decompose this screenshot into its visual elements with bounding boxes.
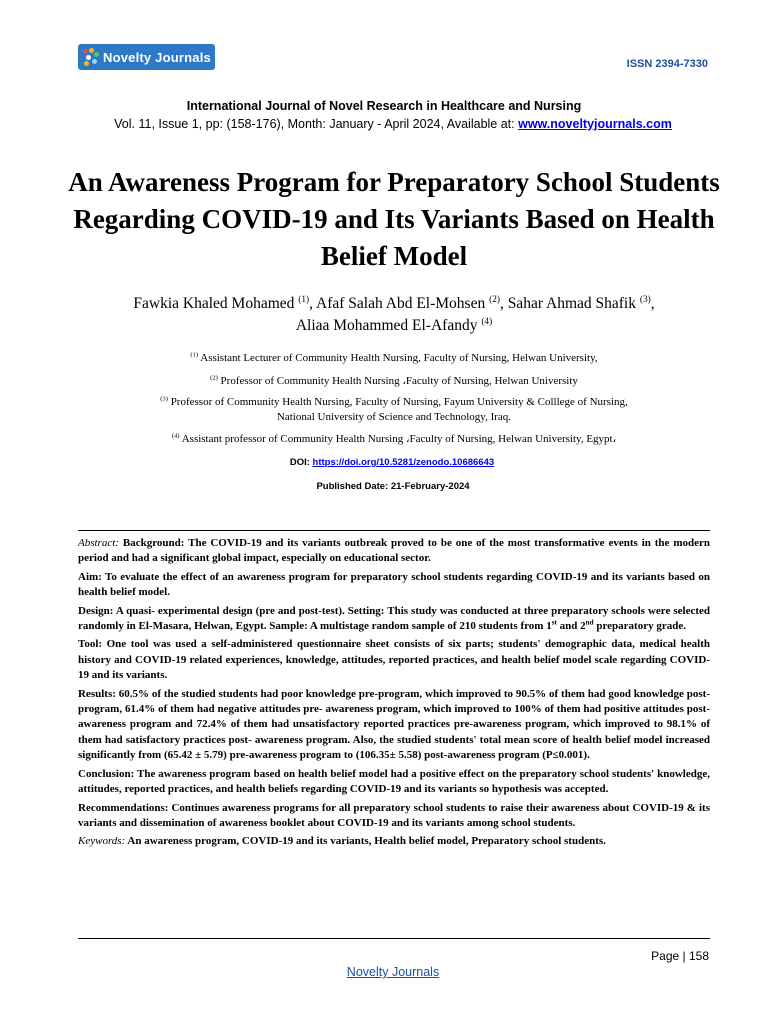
affiliation-text: Professor of Community Health Nursing ،Faculty of Nursing, Helwan University [220,375,578,387]
author-mark: (1) [298,294,310,305]
affiliation-mark: (1) [190,351,199,359]
doi-link[interactable]: https://doi.org/10.5281/zenodo.10686643 [312,457,495,468]
affiliation-mark: (3) [160,395,168,403]
published-date: Published Date: 21-February-2024 [316,481,470,492]
footer-journal-link[interactable]: Novelty Journals [346,965,440,979]
abstract-design [78,604,710,635]
abstract-background [78,536,710,567]
author-name: Fawkia Khaled Mohamed [133,295,295,312]
design-text: and 2 [556,620,586,633]
journal-url-link[interactable]: www.noveltyjournals.com [518,117,672,131]
abstract-block [78,536,710,850]
author-separator: , [309,295,317,312]
affiliation-4 [60,432,728,447]
author-name: Afaf Salah Abd El-Mohsen [316,295,486,312]
affiliation-mark: (2) [210,374,218,382]
journal-meta [0,117,768,131]
logo-text: Novelty Journals [103,49,211,65]
logo-dots-icon [83,48,99,66]
doi-line [0,457,768,468]
design-text: preparatory grade. [593,620,686,633]
affiliation-text: Assistant professor of Community Health Nursing ،Faculty of Nursing, Helwan University, Egypt، [181,433,617,445]
background-text: Background: The COVID-19 and its variants outbreak proved to be one of the most transformative events in the modern period and had a significant global impact, especially on educational sector. [78,537,711,565]
affiliation-text: Assistant Lecturer of Community Health Nursing, Faculty of Nursing, Helwan University, [200,352,598,364]
author-mark: (4) [481,316,493,327]
affiliation-text-line2: National University of Science and Technology, Iraq. [276,411,512,423]
affiliation-1 [60,351,728,366]
affiliation-mark: (4) [171,432,180,440]
abstract-aim: Aim: To evaluate the effect of an awareness program for preparatory school students regarding COVID-19 and its variants based on health belief model. [78,570,710,599]
author-list [60,293,728,337]
keywords-label: Keywords: [78,835,126,848]
author-mark: (2) [489,294,500,305]
keywords-text: An awareness program, COVID-19 and its variants, Health belief model, Preparatory school students. [125,835,606,848]
issn-label: ISSN 2394-7330 [626,58,708,70]
author-mark: (3) [639,294,651,305]
abstract-tool: Tool: One tool was used a self-administered questionnaire sheet consists of six parts; students' demographic data, medical health history and COVID-19 related experiences, knowledge, attitudes, reported practices, and health belief model scale regarding COVID-19 and its variants. [78,638,710,682]
author-name: Sahar Ahmad Shafik [507,295,636,312]
abstract-conclusion: Conclusion: The awareness program based on health belief model had a positive effect on the preparatory school students' knowledge, attitudes, reported practices, and health beliefs regarding COVID-19 and its variants so hypothesis was accepted. [78,767,710,796]
abstract-keywords [78,834,710,849]
abstract-results: Results: 60.5% of the studied students had poor knowledge pre-program, which improved to 90.5% of them had good knowledge post-program, 61.4% of them had negative attitudes pre- awareness program, which improved to 100% of them had positive attitudes post-awareness program and 72.4% of them had unsatisfactory reported practices pre-awareness program, which improved to 98.1% of them had satisfactory practices post- awareness program. Also, the studied students' total mean score of health belief model increased significantly from (65.42 ± 5.79) pre-awareness program to (106.35± 5.58) post-awareness program (P≤0.001). [78,687,710,762]
abstract-bottom-rule [78,938,710,939]
article-title: An Awareness Program for Preparatory School Students Regarding COVID-19 and Its Variants Based on Health Belief Model [68,167,720,271]
affiliation-text: Professor of Community Health Nursing, Faculty of Nursing, Fayum University & Colllege of Nursing, [170,396,628,408]
journal-meta-text: Vol. 11, Issue 1, pp: (158-176), Month: January - April 2024, Available at: [114,117,519,131]
abstract-top-rule [78,530,710,531]
page-number: Page | 158 [651,949,709,963]
journal-name: International Journal of Novel Research in Healthcare and Nursing [186,99,582,113]
abstract-label: Abstract: [78,537,119,549]
design-sup: nd [585,618,594,627]
design-sup: st [551,618,557,627]
author-separator: , [499,295,508,312]
journal-logo [78,44,215,70]
abstract-recommendations: Recommendations: Continues awareness programs for all preparatory school students to raise their awareness about COVID-19 & its variants and dissemination of awareness booklet about COVID-19 and its variants among school students. [78,801,710,829]
design-text: Design: A quasi- experimental design (pre and post-test). Setting: This study was conducted at three preparatory schools were selected randomly in El-Masara, Helwan, Egypt. Sample: A multistage random sample of 210 students from 1 [78,604,710,633]
affiliation-3 [60,395,728,425]
doi-label: DOI: [289,457,313,468]
author-separator: , [650,295,655,312]
affiliation-2 [60,374,728,389]
author-name: Aliaa Mohammed El-Afandy [295,317,478,334]
